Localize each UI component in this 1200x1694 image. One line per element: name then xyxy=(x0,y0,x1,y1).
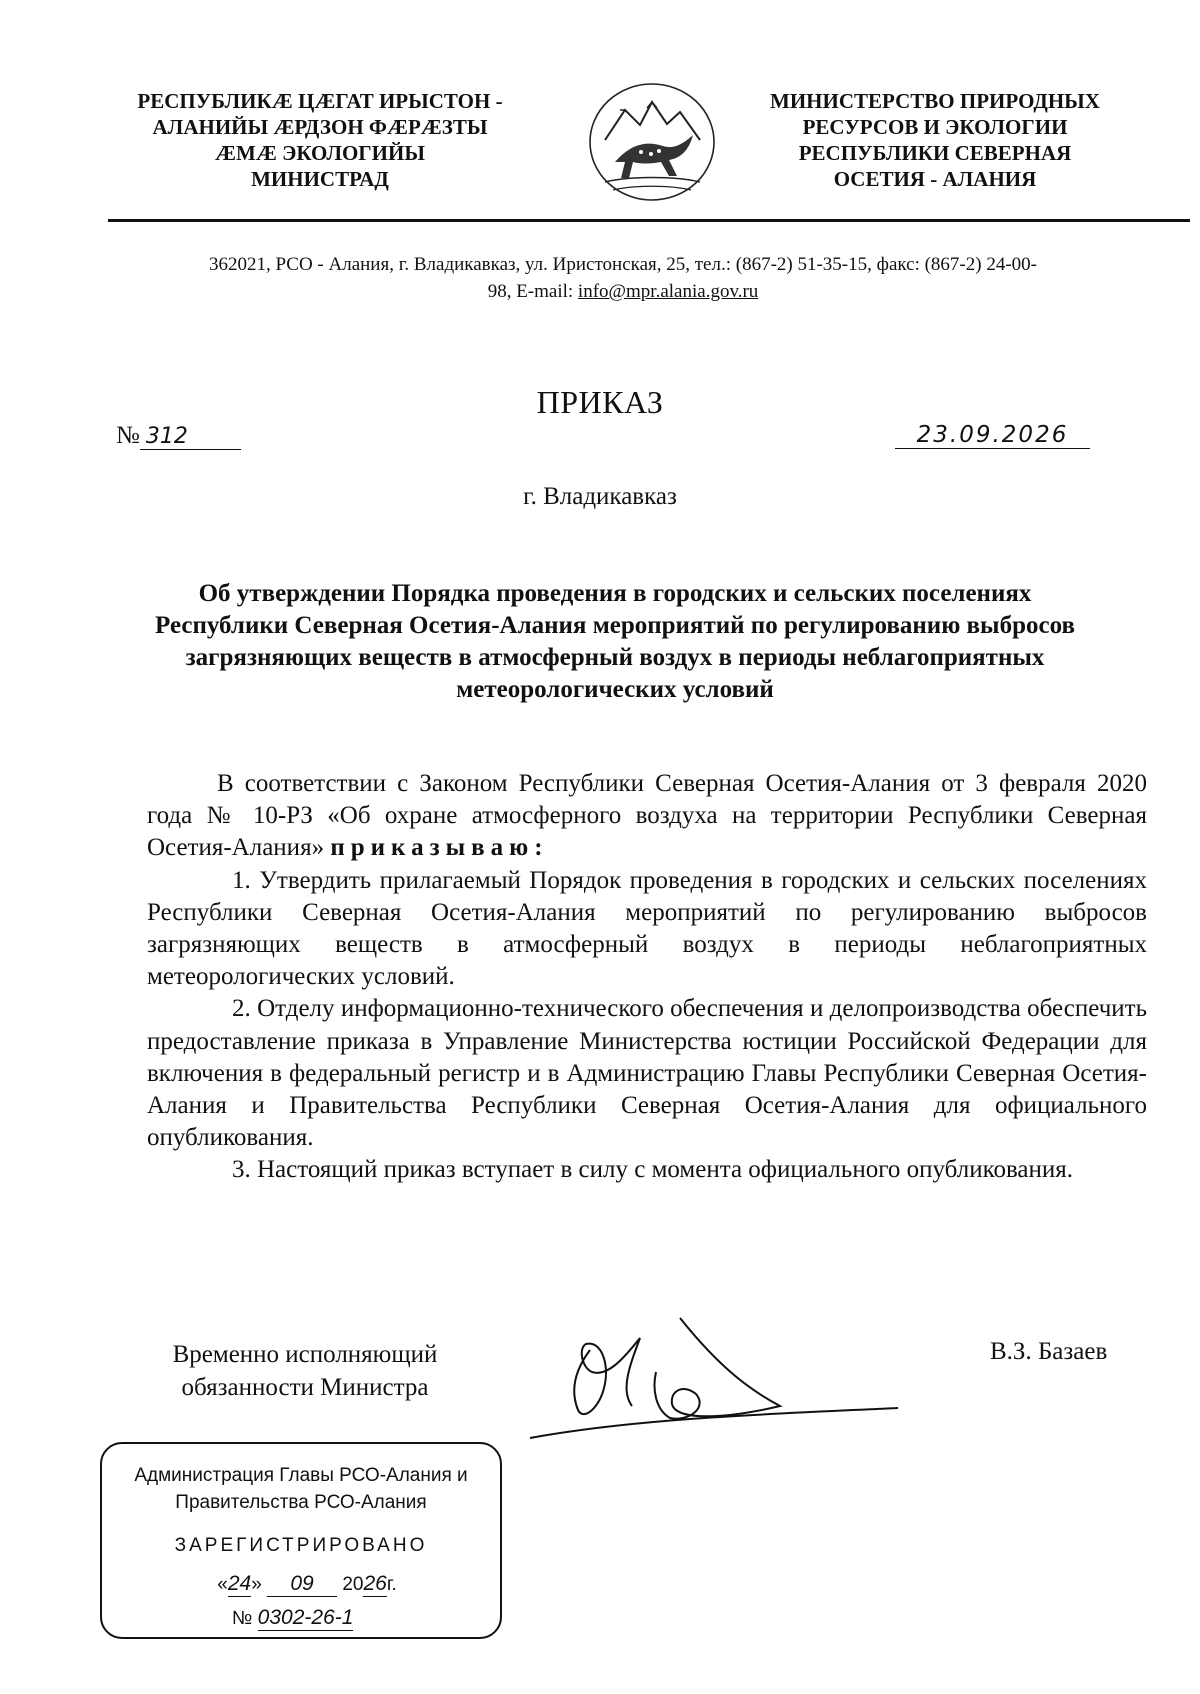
snow-leopard-coat-of-arms-icon xyxy=(585,80,720,205)
stamp-number-sign: № xyxy=(232,1608,253,1629)
stamp-year-prefix: 20 xyxy=(342,1574,364,1595)
signatory-title: Временно исполняющий обязанности Министра xyxy=(172,1341,438,1401)
contact-info xyxy=(108,251,1138,305)
stamp-organization: Администрация Главы РСО-Алания и Правительства РСО-Алания xyxy=(134,1465,468,1513)
order-item-2: 2. Отделу информационно-технического обеспечения и делопроизводства обеспечить предоставление приказа в Управление Министерства юстиции Российской Федерации для включения в федеральный регистр и в Администрацию Главы Республики Северная Осетия-Алания и Правительства Республики Северная Осетия-Алания для официального опубликования. xyxy=(147,995,1147,1152)
order-body xyxy=(147,768,1147,1187)
stamp-day: 24 xyxy=(227,1572,252,1595)
contact-line-continued: 98, E-mail: xyxy=(487,281,578,302)
letterhead-ossetian: РЕСПУБЛИКӔ ЦӔГАТ ИРЫСТОН - АЛАНИЙЫ ӔРДЗОН ФӔРӔЗТЫ ӔМӔ ЭКОЛОГИЙЫ МИНИСТРАД xyxy=(137,89,503,191)
stamp-year-suffix: 26 xyxy=(363,1572,387,1595)
stamp-date: «24» 09 2026г. xyxy=(217,1572,397,1595)
letterhead-rule xyxy=(108,219,1190,222)
command-word: приказываю: xyxy=(330,834,549,862)
handwritten-order-date: 23.09.2026 xyxy=(895,422,1090,449)
letterhead-russian: МИНИСТЕРСТВО ПРИРОДНЫХ РЕСУРСОВ И ЭКОЛОГИИ РЕСПУБЛИКИ СЕВЕРНАЯ ОСЕТИЯ - АЛАНИЯ xyxy=(770,89,1100,191)
stamp-registered-label: ЗАРЕГИСТРИРОВАНО xyxy=(174,1535,428,1556)
order-subject: Об утверждении Порядка проведения в городских и сельских поселениях Республики Северная Осетия-Алания мероприятий по регулированию выбросов загрязняющих веществ в атмосферный воздух в периоды неблагоприятных метеорологических условий xyxy=(155,580,1075,703)
order-item-1: 1. Утвердить прилагаемый Порядок проведения в городских и сельских поселениях Республики Северная Осетия-Алания мероприятий по регулированию выбросов загрязняющих веществ в атмосферный воздух в периоды неблагоприятных метеорологических условий. xyxy=(147,866,1147,991)
registration-stamp xyxy=(100,1442,502,1639)
stamp-registration-number xyxy=(232,1606,452,1631)
stamp-number-value: 0302-26-1 xyxy=(257,1606,354,1629)
order-title: ПРИКАЗ xyxy=(536,384,664,420)
contact-line: 362021, РСО - Алания, г. Владикавказ, ул. Иристонская, 25, тел.: (867-2) 51-35-15, факс: (867-2) 24-00- xyxy=(208,254,1037,275)
order-city: г. Владикавказ xyxy=(523,483,677,510)
stamp-year-unit: г. xyxy=(386,1574,397,1595)
email-link[interactable]: info@mpr.alania.gov.ru xyxy=(577,281,759,302)
number-sign: № xyxy=(116,422,140,449)
order-item-3: 3. Настоящий приказ вступает в силу с момента официального опубликования. xyxy=(232,1156,1074,1184)
order-number xyxy=(116,422,241,450)
signatory-name: В.З. Базаев xyxy=(990,1338,1108,1365)
intro-paragraph xyxy=(147,768,1147,865)
stamp-month: 09 xyxy=(267,1572,337,1597)
handwritten-signature xyxy=(520,1310,900,1450)
handwritten-order-number: 312 xyxy=(140,424,241,450)
intro-text: В соответствии с Законом Республики Северная Осетия-Алания от 3 февраля 2020 года № 10-РЗ «Об охране атмосферного воздуха на территории Республики Северная Осетия-Алания» xyxy=(147,770,1147,862)
